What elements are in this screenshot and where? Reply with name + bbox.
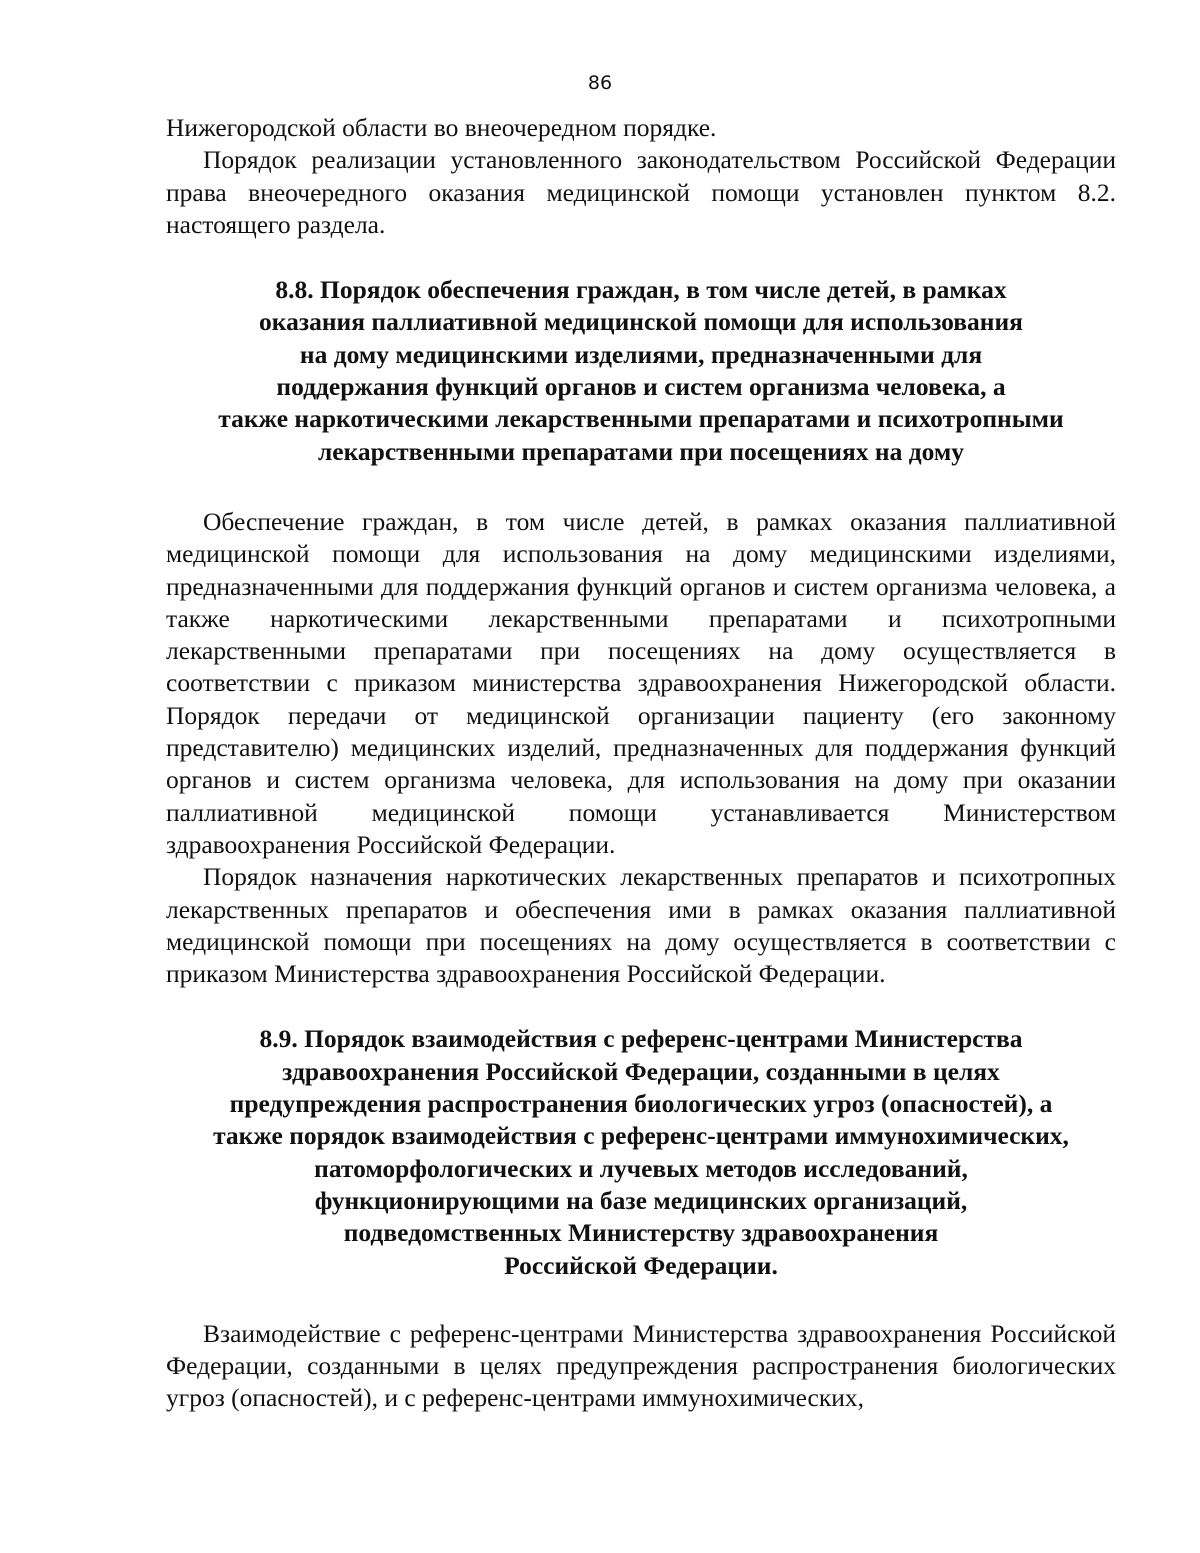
heading-line: 8.9. Порядок взаимодействия с референс-центрами Министерства xyxy=(259,1024,1023,1054)
heading-line: также наркотическими лекарственными препаратами и психотропными xyxy=(218,404,1064,434)
document-body xyxy=(166,112,1116,1415)
heading-line: здравоохранения Российской Федерации, созданными в целях xyxy=(282,1056,1000,1086)
heading-line: предупреждения распространения биологических угроз (опасностей), а xyxy=(229,1089,1053,1119)
section-8-9-paragraph: Взаимодействие с референс-центрами Министерства здравоохранения Российской Федерации, созданными в целях предупреждения распространения биологических угроз (опасностей), и с референс-центрами иммунохимических, xyxy=(166,1318,1116,1413)
heading-line: оказания паллиативной медицинской помощи для использования xyxy=(259,307,1023,337)
section-8-8-heading xyxy=(146,274,1136,468)
heading-line: на дому медицинскими изделиями, предназначенными для xyxy=(299,339,983,369)
section-8-9-heading xyxy=(146,1023,1136,1281)
section-8-8-paragraph: Обеспечение граждан, в том числе детей, в рамках оказания паллиативной медицинской помощи для использования на дому медицинскими изделиями, предназначенными для поддержания функций органов и систем организма человека, а также наркотическими лекарственными препаратами и психотропными лекарственными препаратами при посещениях на дому осуществляется в соответствии с приказом министерства здравоохранения Нижегородской области. Порядок передачи от медицинской организации пациенту (его законному представителю) медицинских изделий, предназначенных для поддержания функций органов и систем организма человека, для использования на дому при оказании паллиативной медицинской помощи устанавливается Министерством здравоохранения Российской Федерации. xyxy=(166,506,1116,859)
paragraph-continuation: Нижегородской области во внеочередном порядке. xyxy=(166,113,717,142)
section-8-8-paragraph: Порядок назначения наркотических лекарственных препаратов и психотропных лекарственных препаратов и обеспечения ими в рамках оказания паллиативной медицинской помощи при посещениях на дому осуществляется в соответствии с приказом Министерства здравоохранения Российской Федерации. xyxy=(166,862,1116,989)
heading-line: Российской Федерации. xyxy=(504,1250,778,1280)
heading-line: лекарственными препаратами при посещениях на дому xyxy=(317,436,965,466)
paragraph-order-reference: Порядок реализации установленного законодательством Российской Федерации права внеочередного оказания медицинской помощи установлен пунктом 8.2. настоящего раздела. xyxy=(166,145,1116,239)
page-number: 86 xyxy=(587,72,613,94)
heading-line: 8.8. Порядок обеспечения граждан, в том числе детей, в рамках xyxy=(275,275,1007,305)
heading-line: патоморфологических и лучевых методов исследований, xyxy=(314,1153,968,1183)
heading-line: также порядок взаимодействия с референс-центрами иммунохимических, xyxy=(213,1121,1069,1151)
heading-line: поддержания функций органов и систем организма человека, а xyxy=(276,372,1006,402)
heading-line: функционирующими на базе медицинских организаций, xyxy=(314,1185,968,1215)
heading-line: подведомственных Министерству здравоохранения xyxy=(343,1218,939,1248)
